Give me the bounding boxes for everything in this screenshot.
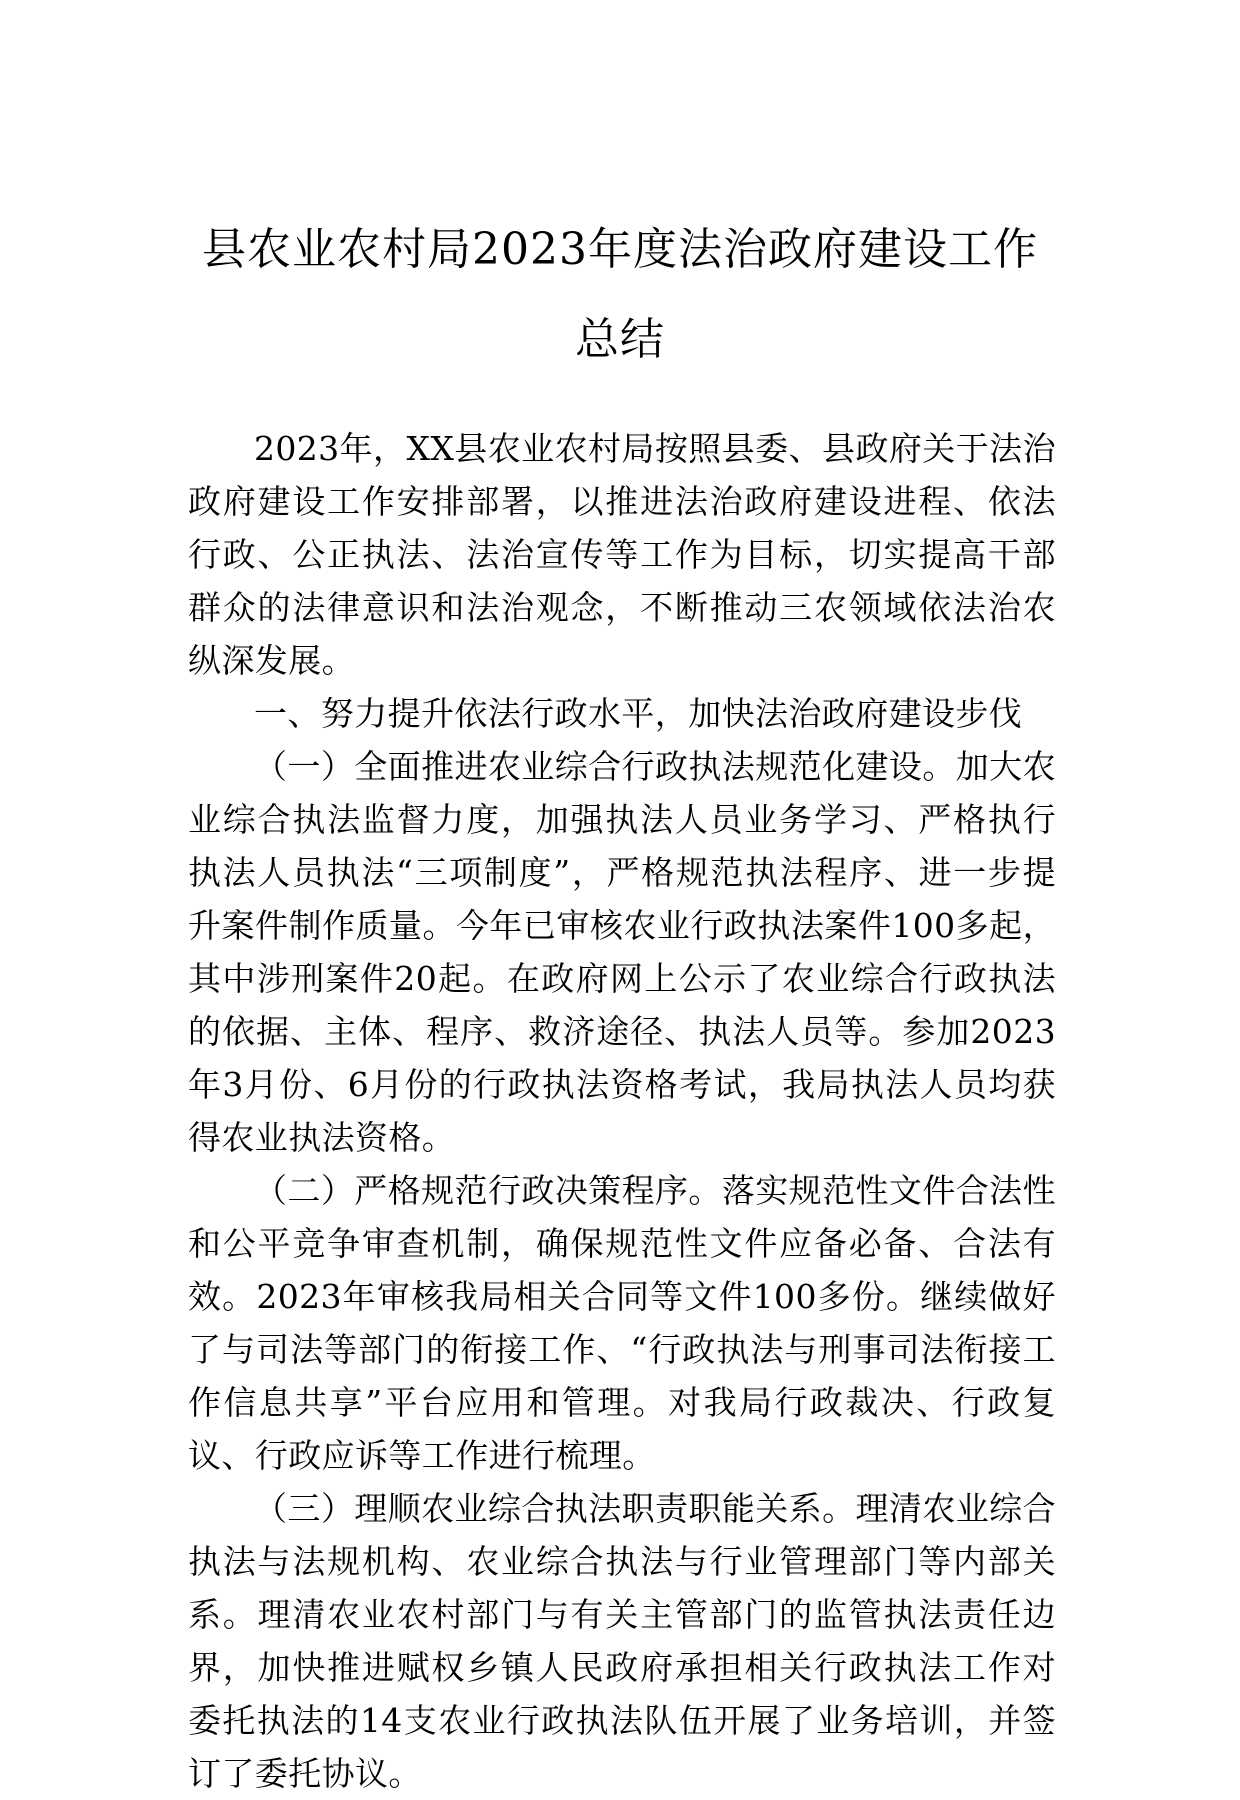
subsection-paragraph-2: （二）严格规范行政决策程序。落实规范性文件合法性和公平竞争审查机制，确保规范性文件应备必备、合法有效。2023年审核我局相关合同等文件100多份。继续做好了与司法等部门的衔接工作、“行政执法与刑事司法衔接工作信息共享”平台应用和管理。对我局行政裁决、行政复议、行政应诉等工作进行梳理。 xyxy=(188,1171,1056,1475)
document-title-line1: 县农业农村局2023年度法治政府建设工作 xyxy=(202,224,1038,275)
section-heading-1: 一、努力提升依法行政水平，加快法治政府建设步伐 xyxy=(254,694,1023,733)
document-title-line2: 总结 xyxy=(575,314,665,365)
subsection-paragraph-3: （三）理顺农业综合执法职责职能关系。理清农业综合执法与法规机构、农业综合执法与行业管理部门等内部关系。理清农业农村部门与有关主管部门的监管执法责任边界，加快推进赋权乡镇人民政府承担相关行政执法工作对委托执法的14支农业行政执法队伍开展了业务培训，并签订了委托协议。 xyxy=(188,1489,1056,1793)
subsection-paragraph-1: （一）全面推进农业综合行政执法规范化建设。加大农业综合执法监督力度，加强执法人员业务学习、严格执行执法人员执法“三项制度”，严格规范执法程序、进一步提升案件制作质量。今年已审核农业行政执法案件100多起，其中涉刑案件20起。在政府网上公示了农业综合行政执法的依据、主体、程序、救济途径、执法人员等。参加2023年3月份、6月份的行政执法资格考试，我局执法人员均获得农业执法资格。 xyxy=(188,747,1056,1157)
intro-paragraph: 2023年，XX县农业农村局按照县委、县政府关于法治政府建设工作安排部署，以推进法治政府建设进程、依法行政、公正执法、法治宣传等工作为目标，切实提高干部群众的法律意识和法治观念，不断推动三农领域依法治农纵深发展。 xyxy=(188,429,1056,680)
document-body xyxy=(188,422,1056,1800)
